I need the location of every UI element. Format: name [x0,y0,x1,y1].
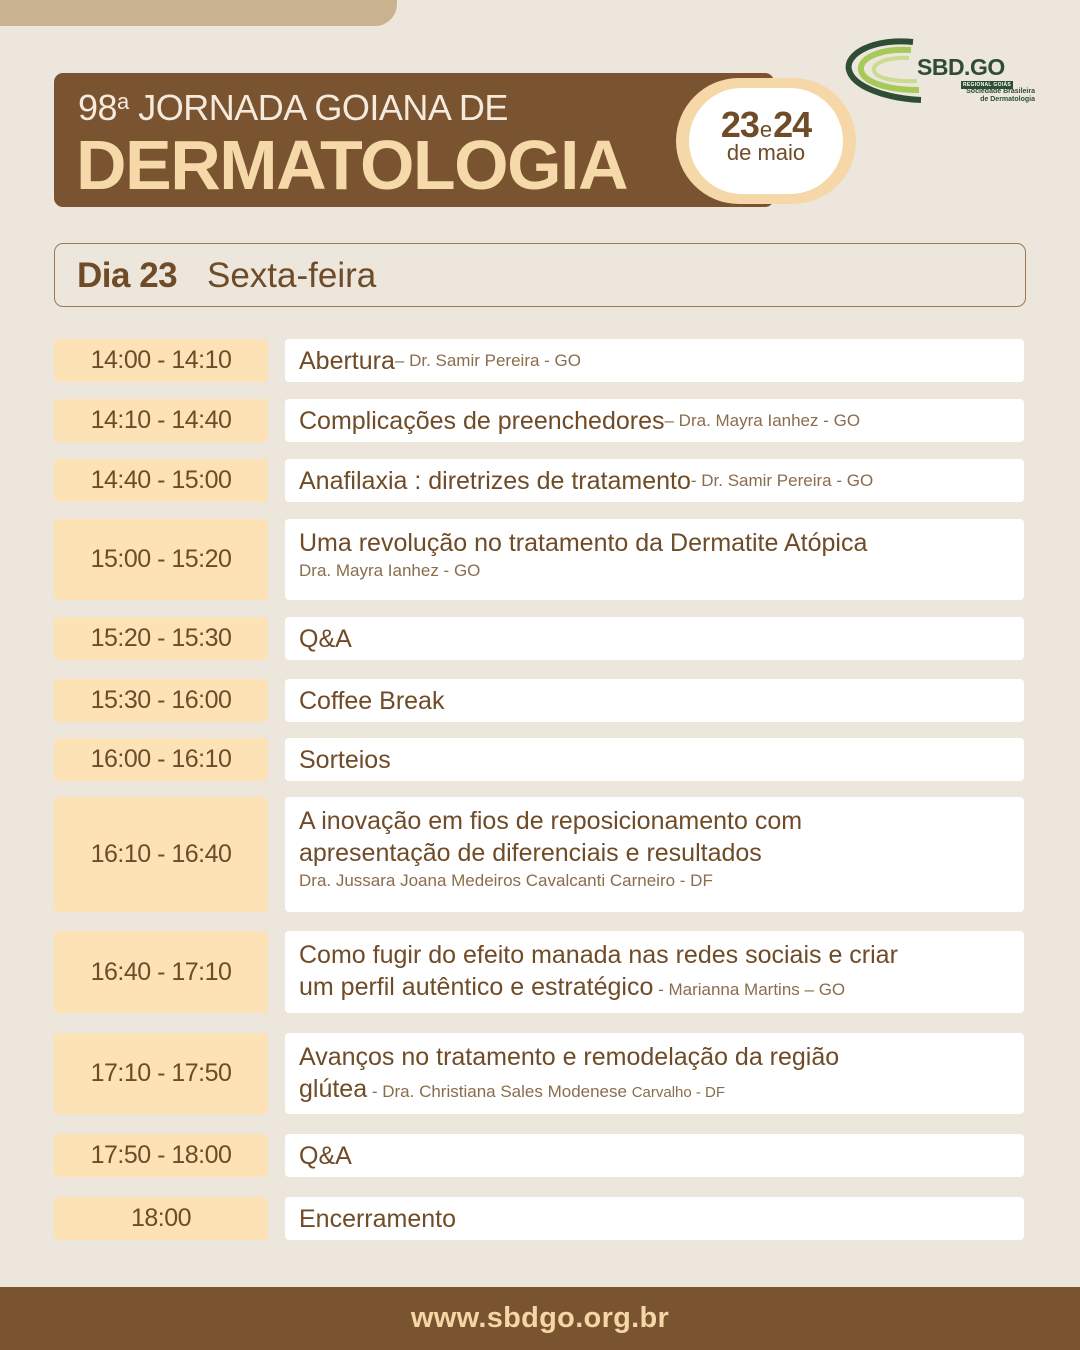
session-title-line1: Como fugir do efeito manada nas redes sociais e criar [299,941,898,969]
edition-number: 98 [78,87,118,128]
date-badge-inner [689,88,843,194]
event-title-main: DERMATOLOGIA [76,126,628,204]
schedule-row [54,931,1024,1013]
schedule-row [54,1134,1024,1177]
session-cell [285,339,1024,382]
logo-subtitle-line1: Sociedade Brasileira [966,88,1035,95]
session-title-line1: A inovação em fios de reposicionamento com [299,807,803,835]
time-slot: 15:20 - 15:30 [54,617,268,660]
session-speaker: Dra. Mayra Ianhez - GO [299,561,481,580]
session-title: Uma revolução no tratamento da Dermatite Atópica [299,529,868,557]
session-title: Encerramento [299,1204,457,1233]
session-speaker: Dra. Jussara Joana Medeiros Cavalcanti Carneiro - DF [299,871,713,890]
session-title-line1: Avanços no tratamento e remodelação da região [299,1043,840,1071]
schedule-row [54,1033,1024,1114]
session-cell [285,738,1024,781]
session-cell [285,679,1024,722]
time-slot: 14:00 - 14:10 [54,339,268,382]
session-title: Sorteios [299,745,391,774]
session-cell [285,1033,1024,1114]
schedule-row [54,617,1024,660]
logo-tag: REGIONAL GOIÁS [963,82,1012,88]
session-cell [285,931,1024,1013]
event-title-text: JORNADA GOIANA DE [128,87,508,128]
session-cell [285,797,1024,912]
session-title: Q&A [299,624,352,653]
session-cell [285,1197,1024,1240]
session-speaker: – Dra. Mayra Ianhez - GO [664,410,861,430]
session-title: Abertura [299,346,395,375]
schedule-row [54,399,1024,442]
day-header [54,243,1026,307]
session-speaker-suffix: Carvalho - DF [631,1084,726,1101]
day-label: Dia 23 [77,256,178,295]
time-slot: 17:10 - 17:50 [54,1033,268,1114]
schedule-row [54,459,1024,502]
title-banner [54,73,774,207]
session-speaker: – Dr. Samir Pereira - GO [394,350,581,370]
edition-ordinal: a [117,89,129,114]
schedule-row [54,1197,1024,1240]
session-title: Complicações de preenchedores [299,406,665,435]
session-cell [285,617,1024,660]
time-slot: 15:30 - 16:00 [54,679,268,722]
schedule-row [54,679,1024,722]
schedule-row [54,339,1024,382]
footer-bar [0,1287,1080,1350]
sbdgo-logo [843,36,1038,106]
session-title: Anafilaxia : diretrizes de tratamento [299,466,691,495]
session-title-line2: um perfil autêntico e estratégico [299,973,654,1001]
date-connector: e [759,117,773,142]
logo-name: SBD.GO [917,54,1005,80]
schedule-row [54,519,1024,600]
session-title: Coffee Break [299,686,445,715]
time-slot: 16:00 - 16:10 [54,738,268,781]
time-slot: 15:00 - 15:20 [54,519,268,600]
session-cell [285,519,1024,600]
event-title-line1 [78,87,508,129]
session-title: Q&A [299,1141,352,1170]
schedule-row [54,797,1024,912]
time-slot: 17:50 - 18:00 [54,1134,268,1177]
date-day2: 24 [773,104,812,145]
session-speaker: - Dr. Samir Pereira - GO [690,470,874,490]
time-slot: 16:40 - 17:10 [54,931,268,1013]
website-link[interactable]: www.sbdgo.org.br [410,1302,670,1334]
session-cell [285,1134,1024,1177]
logo-swoosh-icon [843,36,923,106]
time-slot: 16:10 - 16:40 [54,797,268,912]
top-decorative-tab [0,0,397,26]
day-weekday: Sexta-feira [207,256,377,295]
session-speaker: - Marianna Martins – GO [653,980,846,999]
time-slot: 14:40 - 15:00 [54,459,268,502]
date-badge [676,78,856,204]
session-cell [285,399,1024,442]
session-speaker: - Dra. Christiana Sales Modenese [367,1082,632,1101]
schedule-row [54,738,1024,781]
date-day1: 23 [720,104,759,145]
logo-subtitle-line2: de Dermatologia [980,96,1035,103]
session-title-line2: apresentação de diferenciais e resultados [299,839,762,867]
logo-subtitle [955,88,1035,104]
time-slot: 18:00 [54,1197,268,1240]
session-title-line2: glútea [299,1075,368,1103]
time-slot: 14:10 - 14:40 [54,399,268,442]
date-month: de maio [726,140,806,165]
session-cell [285,459,1024,502]
